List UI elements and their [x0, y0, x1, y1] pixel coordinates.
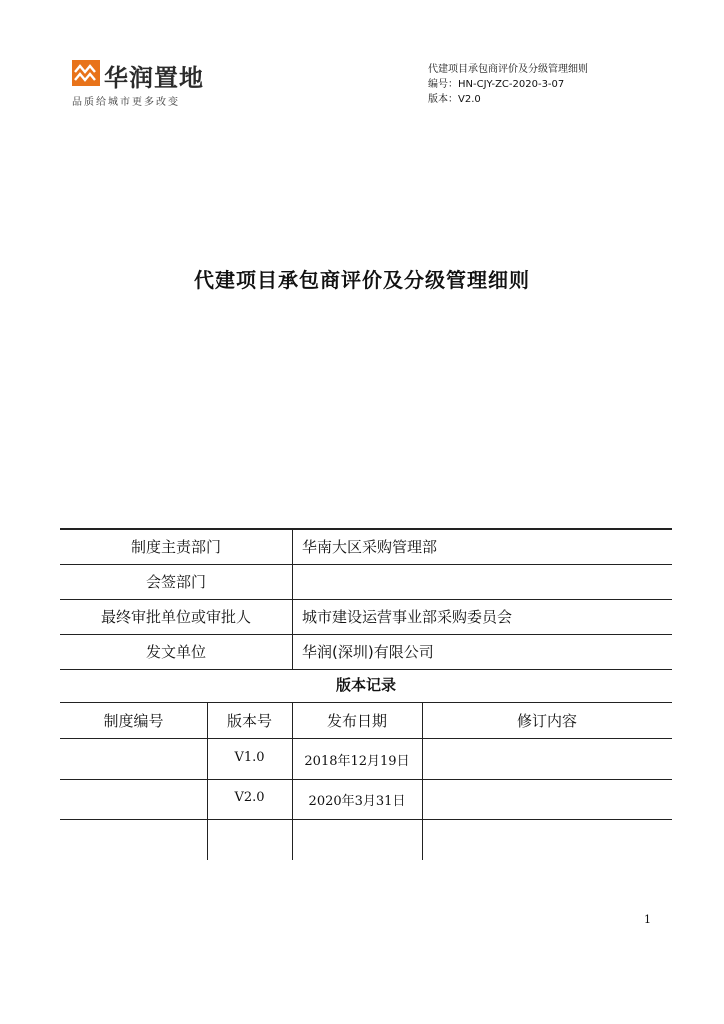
table-column-divider: [292, 529, 293, 669]
version-header-code: 制度编号: [103, 712, 164, 730]
header-doc-version: 版本：V2.0: [428, 94, 481, 105]
table-row-divider: [60, 702, 672, 703]
table-row-divider: [60, 779, 672, 780]
info-label-dept: 制度主责部门: [130, 538, 221, 556]
version-header-version: 版本号: [226, 712, 272, 730]
document-header: [428, 62, 588, 107]
info-value-approver: 城市建设运营事业部采购委员会: [302, 608, 513, 626]
info-label-issuer: 发文单位: [145, 643, 206, 661]
version-row-date: 2018年12月19日: [304, 754, 410, 769]
info-value-issuer: 华润(深圳)有限公司: [302, 643, 434, 661]
table-row-divider: [60, 738, 672, 739]
version-header-date: 发布日期: [326, 712, 387, 730]
logo-mark-icon: [72, 60, 100, 86]
version-record-heading: 版本记录: [335, 676, 396, 694]
document-title: 代建项目承包商评价及分级管理细则: [194, 268, 530, 292]
table-row-divider: [60, 599, 672, 600]
version-header-content: 修订内容: [516, 712, 577, 730]
version-row-version: V1.0: [234, 750, 265, 765]
table-row-divider: [60, 564, 672, 565]
version-row-version: V2.0: [234, 790, 265, 805]
logo-slogan: 品质给城市更多改变: [72, 97, 180, 108]
info-label-cosign: 会签部门: [145, 573, 206, 591]
header-doc-code: 编号：HN-CJY-ZC-2020-3-07: [428, 79, 565, 90]
info-label-approver: 最终审批单位或审批人: [100, 608, 251, 626]
table-row-divider: [60, 819, 672, 820]
logo-name: 华润置地: [104, 64, 204, 92]
table-row-divider: [60, 669, 672, 670]
header-doc-title: 代建项目承包商评价及分级管理细则: [428, 64, 588, 75]
page-number: 1: [644, 913, 651, 926]
info-value-dept: 华南大区采购管理部: [302, 538, 438, 556]
table-row-divider: [60, 634, 672, 635]
table-top-border: [60, 528, 672, 530]
version-row-date: 2020年3月31日: [308, 794, 406, 809]
